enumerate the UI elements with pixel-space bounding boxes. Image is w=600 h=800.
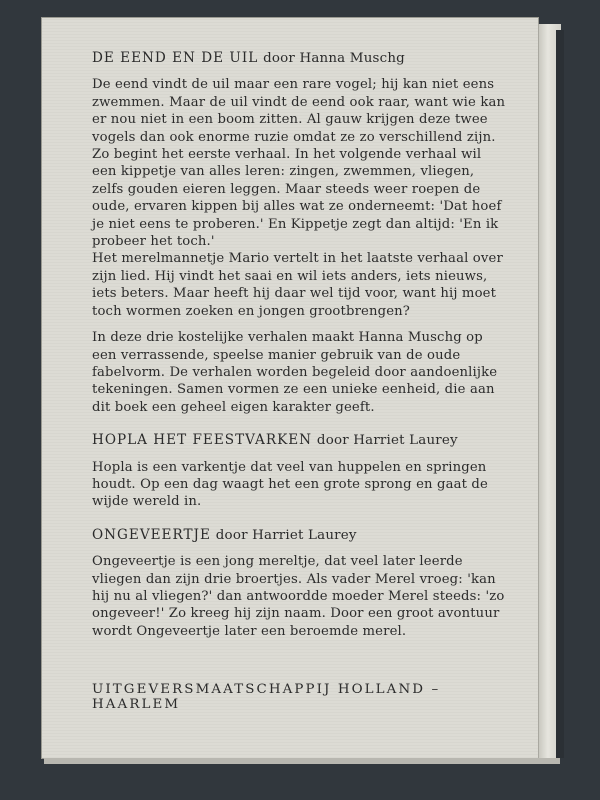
paragraph: Hopla is een varkentje dat veel van huppelen en springen houdt. Op een dag waagt het een grote sprong en gaat de wijde wereld in.: [92, 459, 488, 510]
book-title: ONGEVEERTJE: [92, 526, 211, 543]
author-byline: door Harriet Laurey: [316, 433, 458, 449]
publisher-name: UITGEVERSMAATSCHAPPIJ HOLLAND – HAARLEM: [92, 682, 441, 712]
paragraph: Het merelmannetje Mario vertelt in het laatste verhaal over zijn lied. Hij vindt het saai en wil iets anders, iets nieuws, iets beters. Maar heeft hij daar wel tijd voor, want hij moet toch wormen zoeken en jongen grootbrengen?: [92, 251, 503, 319]
spine-shadow: [556, 30, 564, 758]
paragraph: Ongeveertje is een jong mereltje, dat veel later leerde vliegen dan zijn drie broertjes. Als vader Merel vroeg: 'kan hij nu al vliegen?' dan antwoordde moeder Merel steeds: 'zo ongeveer!' Zo kreeg hij zijn naam. Door een groot avontuur wordt Ongeveertje later een beroemde merel.: [92, 554, 505, 639]
section-heading-ongeveertje: [92, 527, 506, 544]
section-heading-hopla: [92, 432, 506, 449]
blurb-text: [92, 50, 506, 640]
book-title: HOPLA HET FEESTVARKEN: [92, 432, 313, 449]
book-bottom-edge: [44, 758, 560, 764]
author-byline: door Harriet Laurey: [215, 527, 357, 543]
section-heading-eend: [92, 50, 506, 67]
paragraph: Zo begint het eerste verhaal. In het volgende verhaal wil een kippetje van alles leren: zingen, zwemmen, vliegen, zelfs gouden eieren leggen. Maar steeds weer roepen de oude, ervaren kippen bij alles wat ze onderneemt: 'Dat hoef je niet eens te proberen.' En Kippetje zegt dan altijd: 'En ik probeer het toch.': [92, 147, 502, 250]
paragraph: De eend vindt de uil maar een rare vogel; hij kan niet eens zwemmen. Maar de uil vindt de eend ook raar, want wie kan er nou niet in een boom zitten. Al gauw krijgen deze twee vogels dan ook enorme ruzie omdat ze zo verschillend zijn.: [92, 77, 506, 145]
book-title: DE EEND EN DE UIL: [92, 50, 259, 66]
paragraph: In deze drie kostelijke verhalen maakt Hanna Muschg op een verrassende, speelse manier gebruik van de oude fabelvorm. De verhalen worden begeleid door aandoenlijke tekeningen. Samen vormen ze een unieke eenheid, die aan dit boek een geheel eigen karakter geeft.: [92, 330, 498, 415]
author-byline: door Hanna Muschg: [263, 51, 405, 66]
